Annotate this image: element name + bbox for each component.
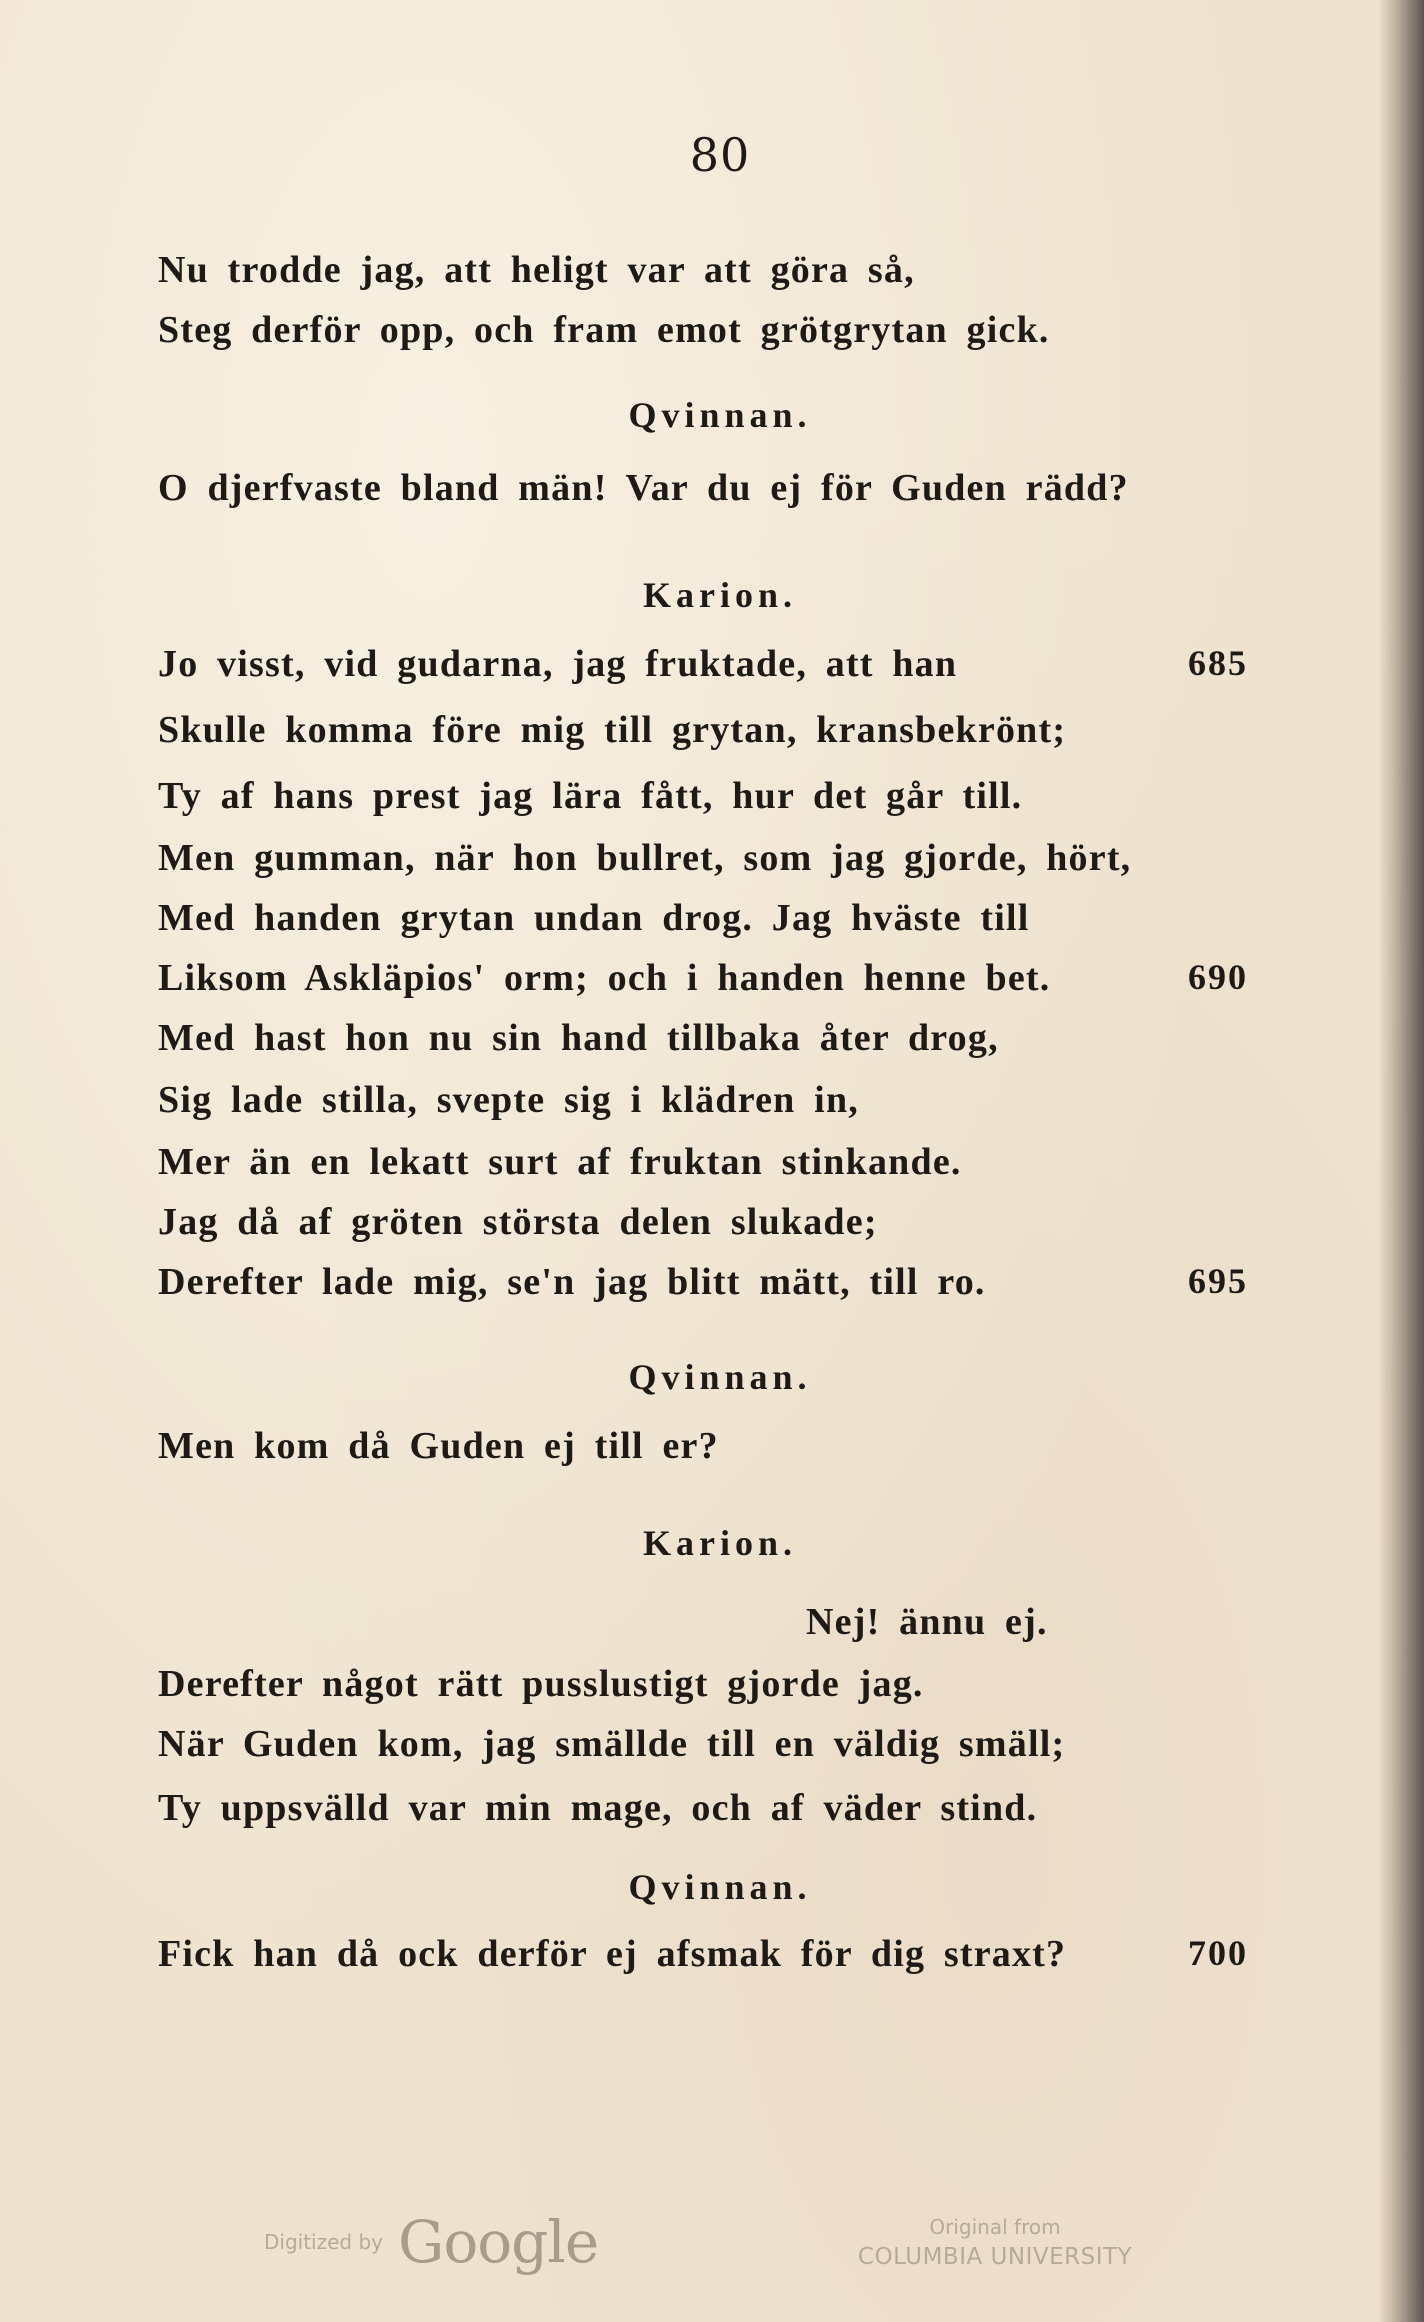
original-from-watermark: [845, 2212, 1145, 2272]
verse-line: Jo visst, vid gudarna, jag fruktade, att han: [158, 643, 958, 685]
verse-line: O djerfvaste bland män! Var du ej för Guden rädd?: [158, 467, 1129, 509]
line-number: 700: [1188, 1933, 1248, 1973]
verse-line: Med handen grytan undan drog. Jag hväste till: [158, 897, 1030, 939]
verse-line: Men kom då Guden ej till er?: [158, 1425, 719, 1467]
speaker-label: Qvinnan.: [628, 1867, 812, 1907]
verse-line: Derefter lade mig, se'n jag blitt mätt, till ro.: [158, 1261, 986, 1303]
speaker-label: Karion.: [642, 1523, 797, 1563]
verse-line: Skulle komma före mig till grytan, kransbekrönt;: [158, 709, 1067, 751]
page-number: 80: [689, 128, 751, 182]
verse-line: Liksom Askläpios' orm; och i handen henne bet.: [158, 957, 1051, 999]
book-spine-shadow: [1378, 0, 1424, 2322]
verse-line: Sig lade stilla, svepte sig i klädren in,: [158, 1079, 859, 1121]
speaker-label: Qvinnan.: [628, 395, 812, 435]
digitized-by-label: Digitized by: [264, 2230, 383, 2254]
verse-line: Ty af hans prest jag lära fått, hur det går till.: [158, 775, 1023, 817]
verse-line: Fick han då ock derför ej afsmak för dig straxt?: [158, 1933, 1067, 1975]
verse-line: Mer än en lekatt surt af fruktan stinkande.: [158, 1141, 962, 1183]
verse-line: Ty uppsvälld var min mage, och af väder stind.: [158, 1787, 1038, 1829]
speaker-label: Karion.: [642, 575, 797, 615]
verse-line: Derefter något rätt pusslustigt gjorde jag.: [158, 1663, 924, 1705]
library-name: COLUMBIA UNIVERSITY: [857, 2244, 1133, 2270]
verse-line: Nu trodde jag, att heligt var att göra så,: [158, 249, 915, 291]
verse-line: Nej! ännu ej.: [806, 1601, 1048, 1643]
verse-line: När Guden kom, jag smällde till en väldig smäll;: [158, 1723, 1066, 1765]
verse-line: Med hast hon nu sin hand tillbaka åter drog,: [158, 1017, 999, 1059]
verse-line: Men gumman, när hon bullret, som jag gjorde, hört,: [158, 837, 1132, 879]
speaker-label: Qvinnan.: [628, 1357, 812, 1397]
line-number: 690: [1188, 957, 1248, 997]
verse-line: Steg derför opp, och fram emot grötgrytan gick.: [158, 309, 1050, 351]
line-number: 695: [1188, 1261, 1248, 1301]
original-from-label: Original from: [929, 2215, 1061, 2239]
line-number: 685: [1188, 643, 1248, 683]
google-logo: Google: [398, 2208, 599, 2276]
verse-line: Jag då af gröten största delen slukade;: [158, 1201, 878, 1243]
